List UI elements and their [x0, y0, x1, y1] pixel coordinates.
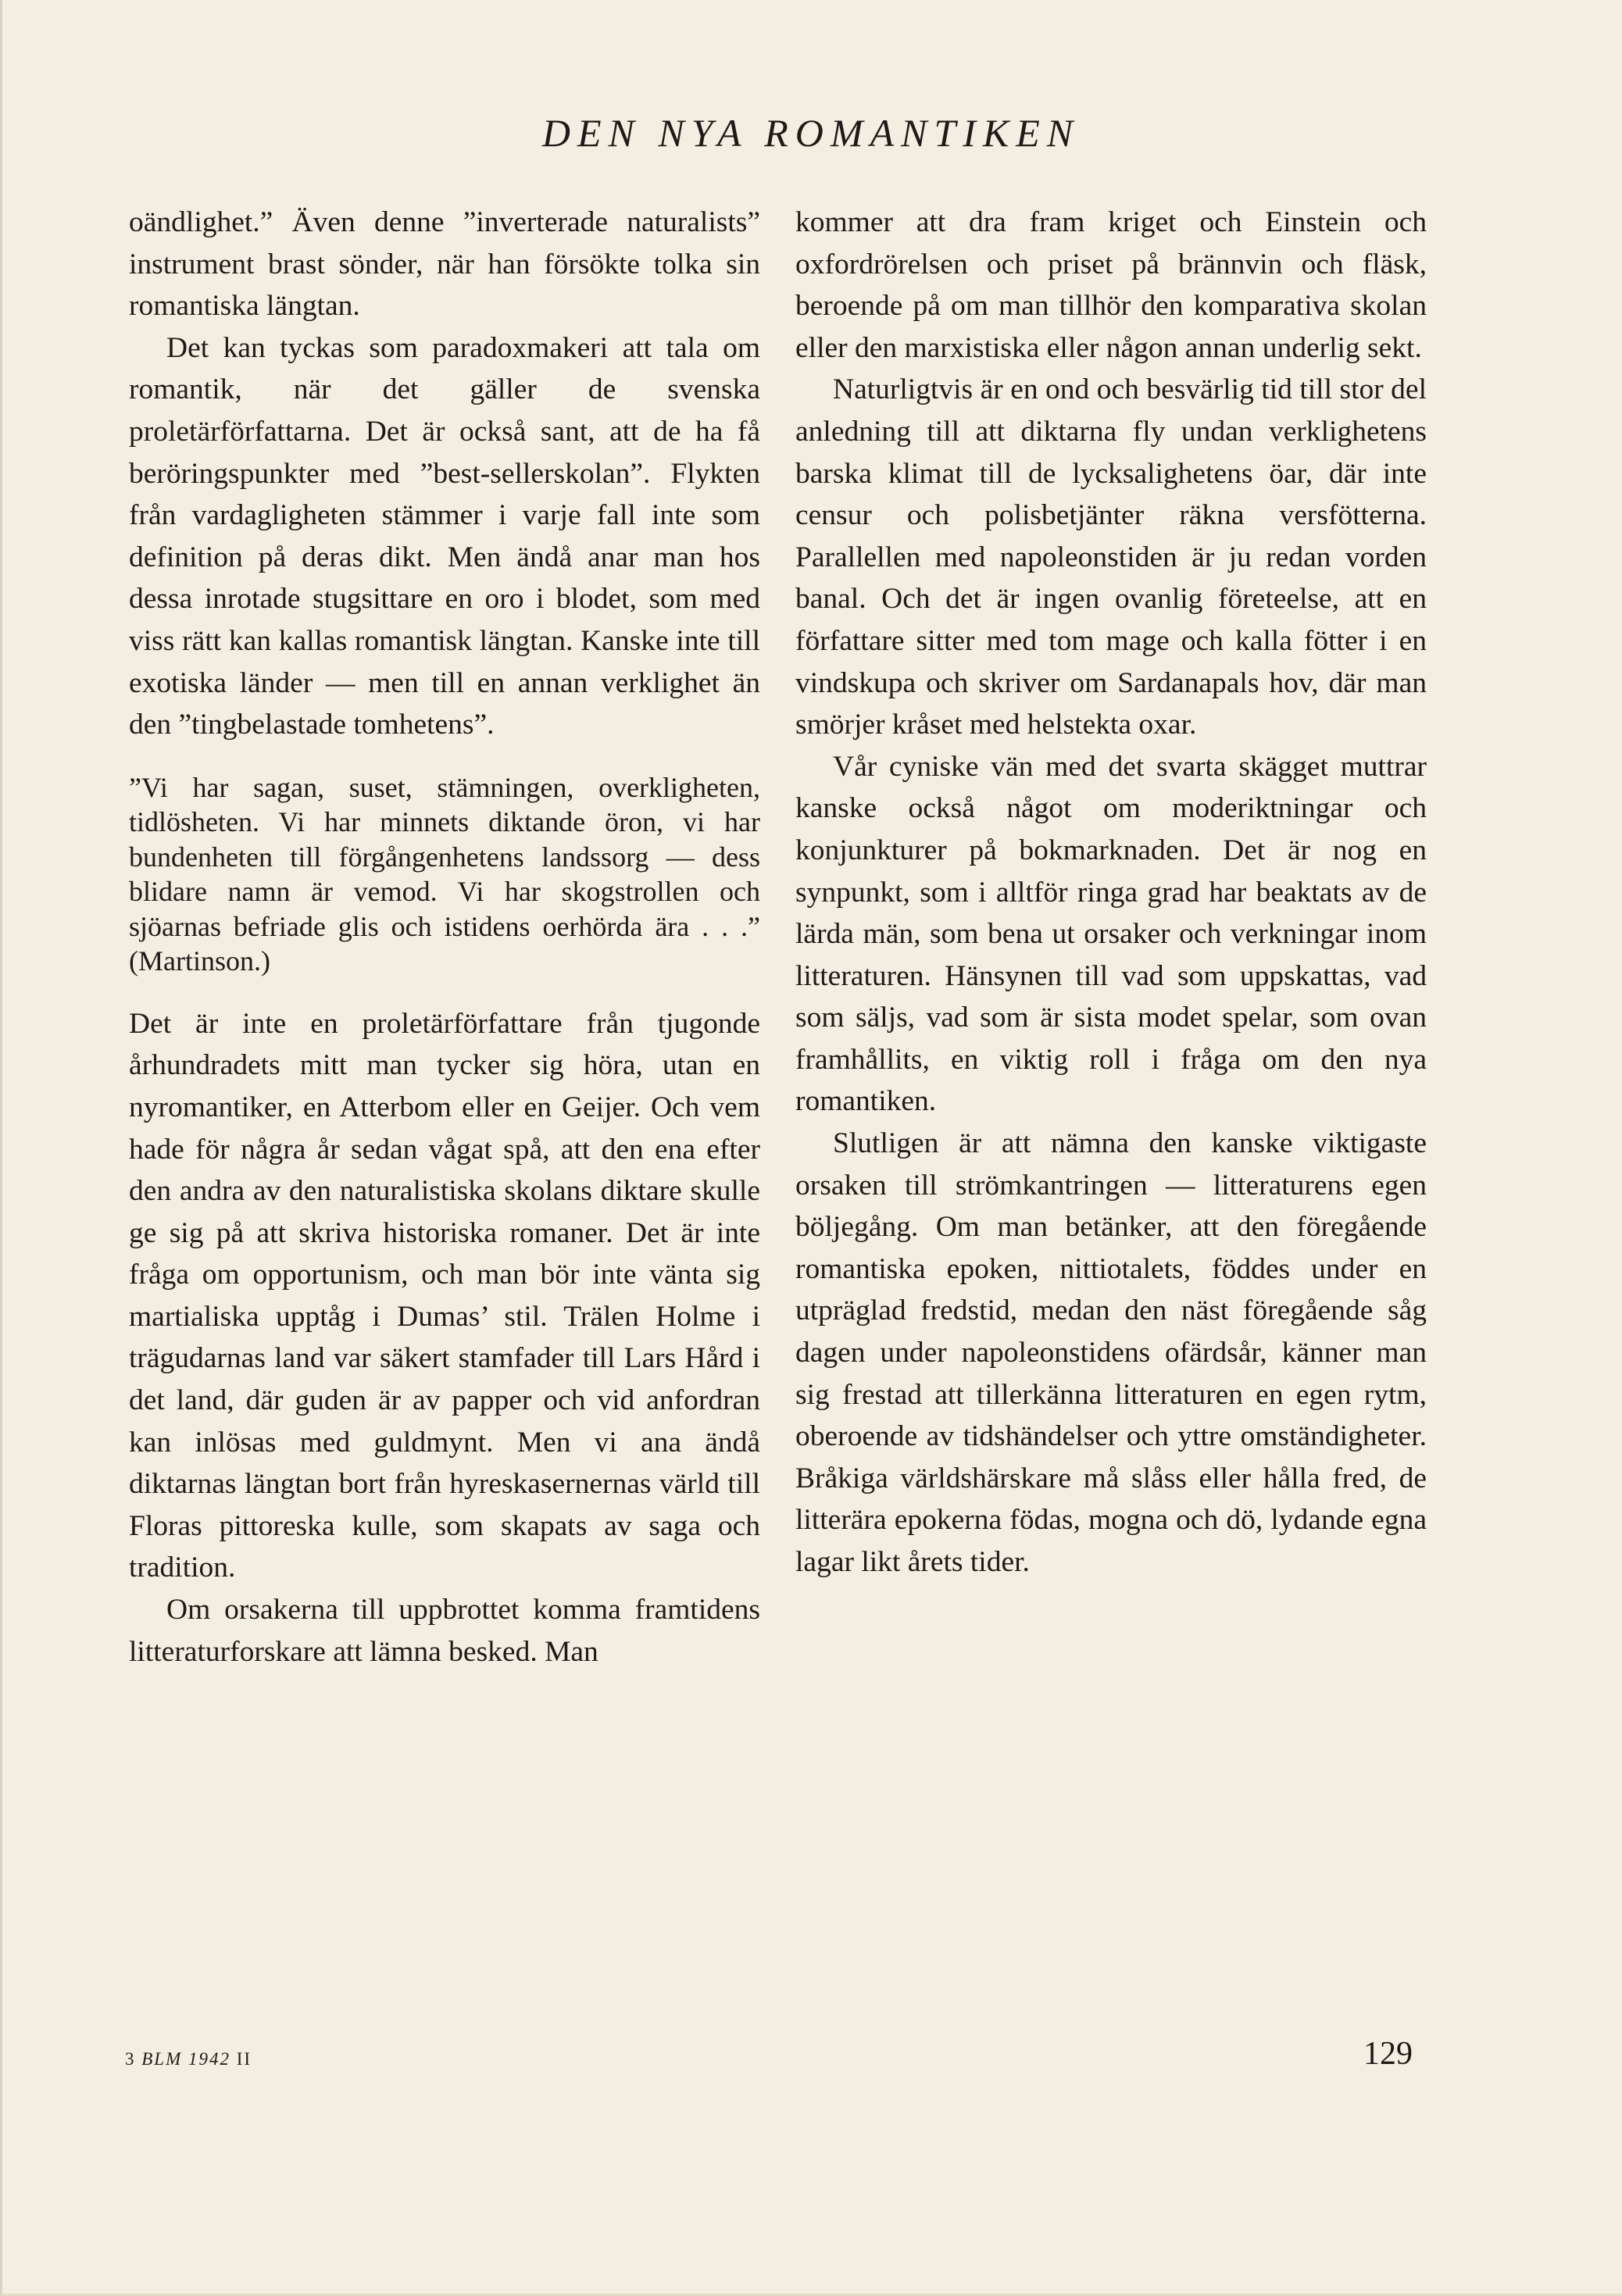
- running-head: DEN NYA ROMANTIKEN: [541, 111, 1081, 155]
- left-column: [129, 202, 760, 1673]
- quote-text: ”Vi har sagan, suset, stämningen, overkligheten, tidlösheten. Vi har minnets diktande öron, vi har bundenheten till förgångenhetens landssorg — dess blidare namn är vemod. Vi har skogstrollen och sjöarnas befriade glis och istidens oerhörda ära . . .” (Martinson.): [129, 771, 760, 977]
- paragraph: Naturligtvis är en ond och besvärlig tid till stor del anledning till att diktarna fly undan verklighetens barska klimat till de lycksalighetens öar, där inte censur och polisbetjänter räkna versfötterna. Parallellen med napoleonstiden är ju redan vorden banal. Och det är ingen ovanlig företeelse, att en författare sitter med tom mage och kalla fötter i en vindskupa och skriver om Sardanapals hov, där man smörjer kråset med helstekta oxar.: [795, 373, 1427, 741]
- paragraph: Det kan tyckas som paradoxmakeri att tala om romantik, när det gäller de svenska proletärförfattarna. Det är också sant, att de ha få beröringspunkter med ”best-sellerskolan”. Flykten från vardagligheten stämmer i varje fall inte som definition på deras dikt. Men ändå anar man hos dessa inrotade stugsittare en oro i blodet, som med viss rätt kan kallas romantisk längtan. Kanske inte till exotiska länder — men till en annan verklighet än den ”tingbelastade tomhetens”.: [129, 331, 760, 741]
- page-number: 129: [1363, 2036, 1413, 2072]
- paragraph: kommer att dra fram kriget och Einstein och oxfordrörelsen och priset på brännvin och fläsk, beroende på om man tillhör den komparativa skolan eller den marxistiska eller någon annan underlig sekt.: [795, 206, 1427, 364]
- printer-signature: [125, 2048, 252, 2071]
- right-column: [795, 202, 1427, 1584]
- block-quote: [129, 770, 760, 979]
- signature-title: BLM 1942: [141, 2049, 230, 2069]
- paragraph: Om orsakerna till uppbrottet komma framtidens litteraturforskare att lämna besked. Man: [129, 1594, 760, 1668]
- signature-number: 3: [125, 2049, 136, 2069]
- signature-volume: II: [236, 2049, 252, 2069]
- paragraph: Slutligen är att nämna den kanske viktigaste orsaken till strömkantringen — litteraturens egen böljegång. Om man betänker, att den föregående romantiska epoken, nittiotalets, föddes under en utpräglad fredstid, medan den näst föregående såg dagen under napoleonstidens ofärdsår, känner man sig frestad att tillerkänna litteraturen en egen rytm, oberoende av tidshändelser och yttre omständigheter. Bråkiga världshärskare må slåss eller hålla fred, de litterära epokerna födas, mogna och dö, lydande egna lagar likt årets tider.: [795, 1127, 1427, 1578]
- paragraph: Vår cyniske vän med det svarta skägget muttrar kanske också något om moderiktningar och konjunkturer på bokmarknaden. Det är nog en synpunkt, som i alltför ringa grad har beaktats av de lärda män, som bena ut orsaker och verkningar inom litteraturen. Hänsynen till vad som uppskattas, vad som säljs, vad som är sista modet spelar, som ovan framhållits, en viktig roll i fråga om den nya romantiken.: [795, 750, 1427, 1118]
- paragraph: Det är inte en proletärförfattare från tjugonde århundradets mitt man tycker sig höra, utan en nyromantiker, en Atterbom eller en Geijer. Och vem hade för några år sedan vågat spå, att den ena efter den andra av den naturalistiska skolans diktare skulle ge sig på att skriva historiska romaner. Det är inte fråga om opportunism, och man bör inte vänta sig martialiska upptåg i Dumas’ stil. Trälen Holme i trägudarnas land var säkert stamfader till Lars Hård i det land, där guden är av papper och vid anfordran kan inlösas med guldmynt. Men vi ana ändå diktarnas längtan bort från hyreskasernernas värld till Floras pittoreska kulle, som skapats av saga och tradition.: [129, 1007, 760, 1584]
- paragraph: oändlighet.” Även denne ”inverterade naturalists” instrument brast sönder, när han försökte tolka sin romantiska längtan.: [129, 206, 760, 323]
